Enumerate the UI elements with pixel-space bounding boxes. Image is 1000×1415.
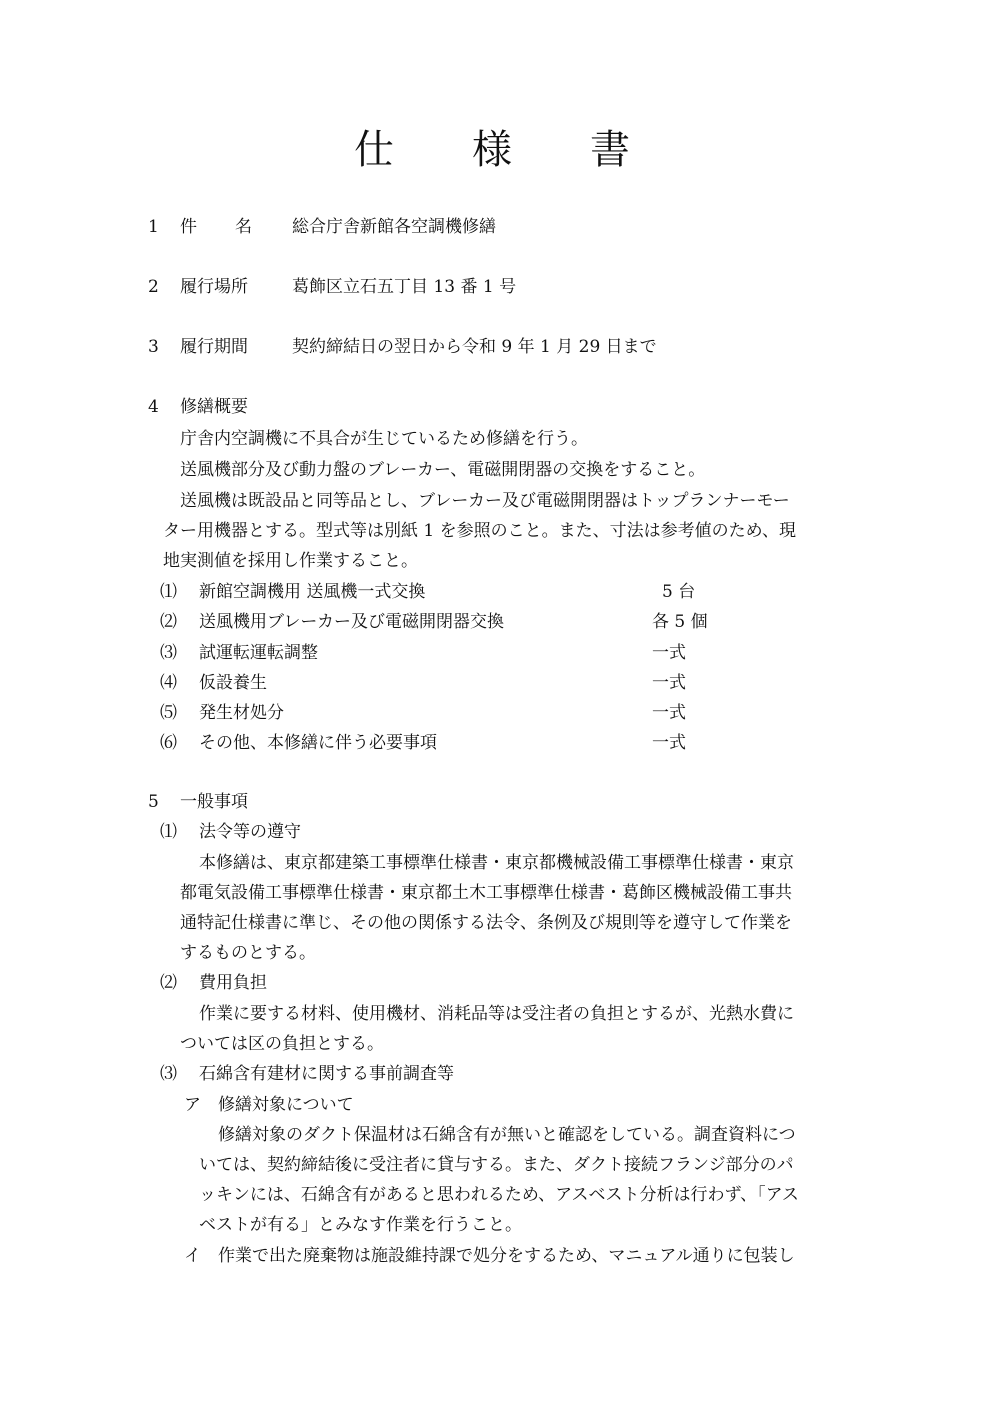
- item-a-line-2: いては、契約締結後に受注者に貸与する。また、ダクト接続フランジ部分のパ: [199, 1155, 794, 1175]
- item-b-line-1: 作業で出た廃棄物は施設維持課で処分をするため、マニュアル通りに包装し: [218, 1246, 795, 1266]
- item-a-line-1: 修繕対象のダクト保温材は石綿含有が無いと確認をしている。調査資料につ: [218, 1125, 796, 1145]
- subsection-title: 法令等の遵守: [199, 822, 301, 842]
- list-item-text: その他、本修繕に伴う必要事項: [199, 733, 437, 753]
- subsection-title: 費用負担: [199, 973, 267, 993]
- item-a-title: 修繕対象について: [218, 1095, 354, 1115]
- list-item-number: ⑶: [160, 643, 177, 663]
- subsection-1-line-1: 本修繕は、東京都建築工事標準仕様書・東京都機械設備工事標準仕様書・東京: [199, 853, 794, 873]
- list-item-text: 新館空調機用 送風機一式交換: [199, 582, 426, 602]
- item-a-line-3: ッキンには、石綿含有があると思われるため、アスベスト分析は行わず、「アス: [199, 1185, 799, 1205]
- section-4-label: 修繕概要: [180, 397, 248, 417]
- section-3-number: 3: [148, 337, 159, 357]
- subsection-1-line-4: するものとする。: [180, 943, 316, 963]
- list-item-text: 送風機用ブレーカー及び電磁開閉器交換: [199, 612, 504, 632]
- section-4-paragraph-1: 庁舎内空調機に不具合が生じているため修繕を行う。: [180, 429, 588, 449]
- list-item-number: ⑵: [160, 612, 177, 632]
- subsection-1-line-2: 都電気設備工事標準仕様書・東京都土木工事標準仕様書・葛飾区機械設備工事共: [180, 883, 792, 903]
- section-4-paragraph-3-line-1: 送風機は既設品と同等品とし、ブレーカー及び電磁開閉器はトップランナーモー: [180, 491, 790, 511]
- list-item-quantity: 一式: [652, 643, 686, 663]
- subsection-2-line-2: ついては区の負担とする。: [180, 1034, 384, 1054]
- subsection-number: ⑶: [160, 1064, 177, 1084]
- section-5-label: 一般事項: [180, 792, 248, 812]
- list-item-quantity: 一式: [652, 733, 686, 753]
- section-5-number: 5: [148, 792, 159, 812]
- section-3-label: 履行期間: [180, 337, 248, 357]
- section-4-paragraph-2: 送風機部分及び動力盤のブレーカー、電磁開閉器の交換をすること。: [180, 460, 706, 480]
- list-item-number: ⑸: [160, 703, 177, 723]
- subsection-title: 石綿含有建材に関する事前調査等: [199, 1064, 454, 1084]
- subsection-number: ⑴: [160, 822, 177, 842]
- list-item-quantity: 各 5 個: [652, 612, 708, 632]
- section-2-number: 2: [148, 277, 159, 297]
- list-item-text: 仮設養生: [199, 673, 267, 693]
- subsection-1-line-3: 通特記仕様書に準じ、その他の関係する法令、条例及び規則等を遵守して作業を: [180, 913, 792, 933]
- section-1-number: 1: [148, 217, 159, 237]
- section-4-number: 4: [148, 397, 159, 417]
- section-4-paragraph-3-line-2: ター用機器とする。型式等は別紙 1 を参照のこと。また、寸法は参考値のため、現: [163, 521, 796, 541]
- list-item-quantity: 一式: [652, 703, 686, 723]
- subsection-number: ⑵: [160, 973, 177, 993]
- list-item-number: ⑷: [160, 673, 177, 693]
- page-title: 仕様書: [354, 127, 708, 173]
- list-item-text: 試運転運転調整: [199, 643, 318, 663]
- list-item-quantity: 一式: [652, 673, 686, 693]
- item-a-label: ア: [184, 1095, 201, 1115]
- list-item-quantity: 5 台: [662, 582, 696, 602]
- item-b-label: イ: [184, 1246, 201, 1266]
- section-2-label: 履行場所: [180, 277, 248, 297]
- section-4-paragraph-3-line-3: 地実測値を採用し作業すること。: [163, 551, 418, 571]
- list-item-text: 発生材処分: [199, 703, 284, 723]
- section-1-label: 件名: [180, 217, 290, 237]
- subsection-2-line-1: 作業に要する材料、使用機材、消耗品等は受注者の負担とするが、光熱水費に: [199, 1004, 794, 1024]
- section-2-value: 葛飾区立石五丁目 13 番 1 号: [292, 277, 517, 297]
- section-3-value: 契約締結日の翌日から令和 9 年 1 月 29 日まで: [292, 337, 657, 357]
- list-item-number: ⑹: [160, 733, 177, 753]
- list-item-number: ⑴: [160, 582, 177, 602]
- section-1-value: 総合庁舎新館各空調機修繕: [292, 217, 496, 237]
- item-a-line-4: ベストが有る」とみなす作業を行うこと。: [199, 1215, 522, 1235]
